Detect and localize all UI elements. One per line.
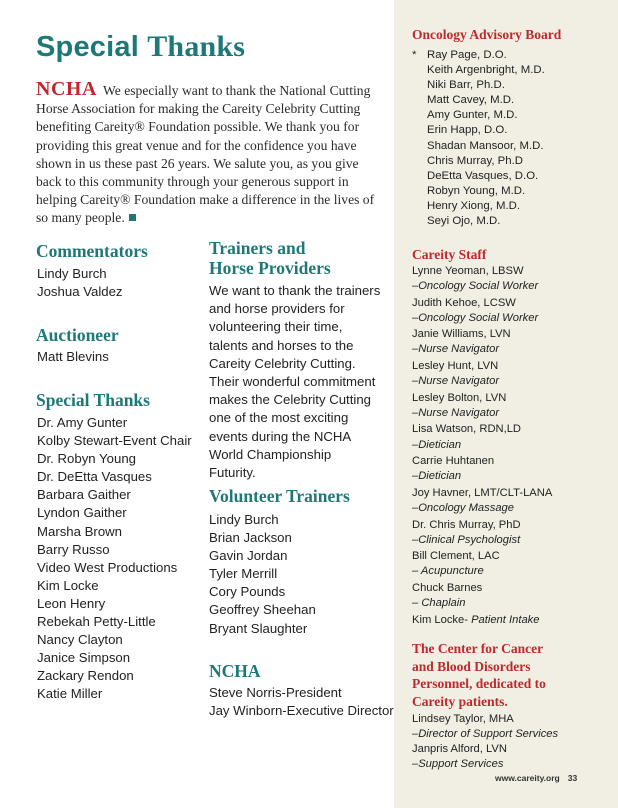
- bullet-spacer: [412, 199, 427, 214]
- page-title-light: Special: [36, 31, 148, 63]
- ncha-list: [209, 684, 394, 720]
- board-member-name: Robyn Young, M.D.: [427, 184, 526, 197]
- page-title: [36, 30, 245, 64]
- commentators-list: [37, 265, 123, 301]
- board-member: [412, 214, 545, 229]
- board-member-name: Henry Xiong, M.D.: [427, 199, 521, 212]
- oncology-board-list: [412, 48, 545, 229]
- personnel-name: Lindsey Taylor, MHA: [412, 713, 514, 725]
- staff-entry: [412, 391, 552, 421]
- name-item: Jay Winborn-Executive Director: [209, 703, 394, 719]
- board-member: [412, 184, 545, 199]
- name-item: Kolby Stewart-Event Chair: [37, 433, 192, 449]
- end-square-icon: [129, 214, 136, 221]
- footer-url: www.careity.org: [495, 773, 560, 783]
- trainers-heading-line2: Horse Providers: [209, 258, 331, 278]
- staff-entry: [412, 613, 552, 628]
- name-item: Joshua Valdez: [37, 284, 123, 300]
- staff-role: – Chaplain: [412, 596, 466, 609]
- name-item: Dr. DeEtta Vasques: [37, 469, 152, 485]
- board-member-name: Niki Barr, Ph.D.: [427, 79, 505, 92]
- name-item: Katie Miller: [37, 686, 103, 702]
- name-item: Rebekah Petty-Little: [37, 614, 156, 630]
- staff-entry: [412, 264, 552, 294]
- center-heading-line: Personnel, dedicated to: [412, 676, 546, 691]
- careity-staff-heading: Careity Staff: [412, 247, 487, 262]
- staff-entry: [412, 422, 552, 452]
- trainers-heading: [209, 238, 331, 278]
- trainers-paragraph: We want to thank the trainers and horse providers for volunteering their time, talents and horses to the Careity Celebrity Cutting. Their wonderful commitment makes the Celebrity Cutting one of the most exciting events during the NCHA World Championship Futurity.: [209, 283, 381, 481]
- staff-entry: [412, 549, 552, 579]
- center-heading-line: and Blood Disorders: [412, 658, 531, 674]
- volunteer-trainers-heading: Volunteer Trainers: [209, 486, 350, 506]
- name-item: Bryant Slaughter: [209, 620, 308, 636]
- staff-name: Joy Havner, LMT/CLT-LANA: [412, 486, 553, 499]
- center-personnel-list: [412, 712, 558, 772]
- board-member: [412, 199, 545, 214]
- intro-text: We especially want to thank the National Cutting Horse Association for making the Careity Celebrity Cutting benefiting Careity® Foundation possible. We thank you for providing this great venue and for the confidence you have shown in us these past 26 years. We salute you, as you give back to this community through your generous support in helping Careity® Foundation make a difference in the lives of so many people.: [36, 83, 375, 226]
- name-item: Brian Jackson: [209, 530, 292, 546]
- center-heading-line: Careity patients.: [412, 693, 508, 709]
- board-member: [412, 154, 545, 169]
- name-item: Leon Henry: [37, 595, 106, 611]
- bullet-spacer: [412, 139, 427, 154]
- staff-name: Dr. Chris Murray, PhD: [412, 518, 521, 531]
- name-item: Nancy Clayton: [37, 632, 123, 648]
- board-member-name: DeEtta Vasques, D.O.: [427, 169, 539, 182]
- staff-role: –Dietician: [412, 470, 462, 483]
- bullet-spacer: [412, 93, 427, 108]
- intro-paragraph: [36, 80, 376, 228]
- staff-role: –Nurse Navigator: [412, 375, 500, 388]
- board-member: [412, 63, 545, 78]
- name-item: Janice Simpson: [37, 650, 131, 666]
- bullet-spacer: [412, 78, 427, 93]
- auctioneer-heading: Auctioneer: [36, 325, 119, 345]
- staff-name: Lisa Watson, RDN,LD: [412, 423, 522, 436]
- board-member-name: Ray Page, D.O.: [427, 49, 507, 61]
- staff-role: – Acupuncture: [412, 565, 484, 578]
- staff-name: Carrie Huhtanen: [412, 455, 495, 468]
- staff-entry: [412, 359, 552, 389]
- commentators-heading: Commentators: [36, 241, 148, 261]
- staff-entry: [412, 581, 552, 611]
- name-item: Marsha Brown: [37, 523, 123, 539]
- name-item: Matt Blevins: [37, 349, 109, 364]
- bullet-icon: *: [412, 49, 417, 61]
- staff-role: –Clinical Psychologist: [412, 533, 521, 546]
- auctioneer-list: [37, 348, 109, 366]
- name-item: Lyndon Gaither: [37, 505, 127, 521]
- bullet-spacer: [412, 184, 427, 199]
- name-item: Dr. Robyn Young: [37, 451, 136, 467]
- name-item: Lindy Burch: [209, 512, 279, 527]
- page-title-bold: Thanks: [147, 30, 246, 63]
- personnel-role: –Director of Support Services: [412, 728, 559, 741]
- page-footer: [495, 773, 577, 783]
- board-member-name: Keith Argenbright, M.D.: [427, 64, 545, 77]
- staff-entry: [412, 454, 552, 484]
- board-member-name: Shadan Mansoor, M.D.: [427, 139, 544, 152]
- name-item: Steve Norris-President: [209, 685, 342, 700]
- name-item: Geoffrey Sheehan: [209, 602, 316, 618]
- board-member: [412, 78, 545, 93]
- bullet-spacer: [412, 123, 427, 138]
- board-member: [412, 169, 545, 184]
- center-heading-line: The Center for Cancer: [412, 641, 544, 656]
- board-member-name: Chris Murray, Ph.D: [427, 154, 523, 167]
- board-member-name: Amy Gunter, M.D.: [427, 109, 518, 122]
- board-member: [412, 108, 545, 123]
- board-member: [412, 48, 545, 63]
- staff-role: –Oncology Massage: [412, 501, 514, 514]
- name-item: Cory Pounds: [209, 584, 286, 600]
- name-item: Tyler Merrill: [209, 566, 278, 582]
- bullet-spacer: [412, 169, 427, 184]
- staff-name: Lesley Bolton, LVN: [412, 391, 507, 404]
- center-heading: [412, 640, 546, 710]
- name-item: Zackary Rendon: [37, 668, 134, 684]
- staff-entry: [412, 486, 552, 516]
- staff-name: Bill Clement, LAC: [412, 550, 500, 563]
- name-item: Kim Locke: [37, 577, 99, 593]
- staff-role: –Nurse Navigator: [412, 406, 500, 419]
- name-item: Barbara Gaither: [37, 487, 131, 503]
- board-member: [412, 93, 545, 108]
- board-member-name: Matt Cavey, M.D.: [427, 94, 515, 107]
- page-number: 33: [567, 773, 578, 783]
- board-member-name: Erin Happ, D.O.: [427, 124, 508, 137]
- staff-role: –Oncology Social Worker: [412, 280, 539, 293]
- ncha-heading: NCHA: [209, 661, 261, 681]
- staff-role: –Dietician: [412, 438, 462, 451]
- personnel-role: –Support Services: [412, 758, 504, 771]
- special-thanks-heading: Special Thanks: [36, 390, 150, 410]
- board-member: [412, 123, 545, 138]
- staff-entry: [412, 518, 552, 548]
- name-item: Dr. Amy Gunter: [37, 415, 128, 430]
- staff-name: Kim Locke-: [412, 614, 472, 627]
- name-item: Barry Russo: [37, 541, 110, 557]
- oncology-board-heading: Oncology Advisory Board: [412, 27, 562, 42]
- staff-entry: [412, 327, 552, 357]
- bullet-spacer: [412, 154, 427, 169]
- staff-role: –Oncology Social Worker: [412, 311, 539, 324]
- trainers-heading-line1: Trainers and: [209, 238, 306, 258]
- staff-name: Lynne Yeoman, LBSW: [412, 265, 524, 277]
- staff-name: Chuck Barnes: [412, 581, 483, 594]
- personnel-name: Janpris Alford, LVN: [412, 743, 507, 756]
- intro-lead: NCHA: [36, 78, 97, 100]
- name-item: Video West Productions: [37, 559, 178, 575]
- staff-role: –Nurse Navigator: [412, 343, 500, 356]
- staff-role: Patient Intake: [471, 614, 540, 627]
- volunteer-trainers-list: [209, 511, 316, 638]
- bullet-spacer: [412, 108, 427, 123]
- staff-entry: [412, 296, 552, 326]
- board-member-name: Seyi Ojo, M.D.: [427, 215, 501, 228]
- board-member: [412, 139, 545, 154]
- careity-staff-list: [412, 264, 552, 628]
- staff-name: Lesley Hunt, LVN: [412, 360, 499, 373]
- name-item: Gavin Jordan: [209, 548, 288, 564]
- bullet-spacer: [412, 214, 427, 229]
- bullet-spacer: [412, 63, 427, 78]
- staff-name: Judith Kehoe, LCSW: [412, 296, 516, 309]
- name-item: Lindy Burch: [37, 266, 107, 281]
- special-thanks-list: [37, 414, 192, 704]
- staff-name: Janie Williams, LVN: [412, 328, 511, 341]
